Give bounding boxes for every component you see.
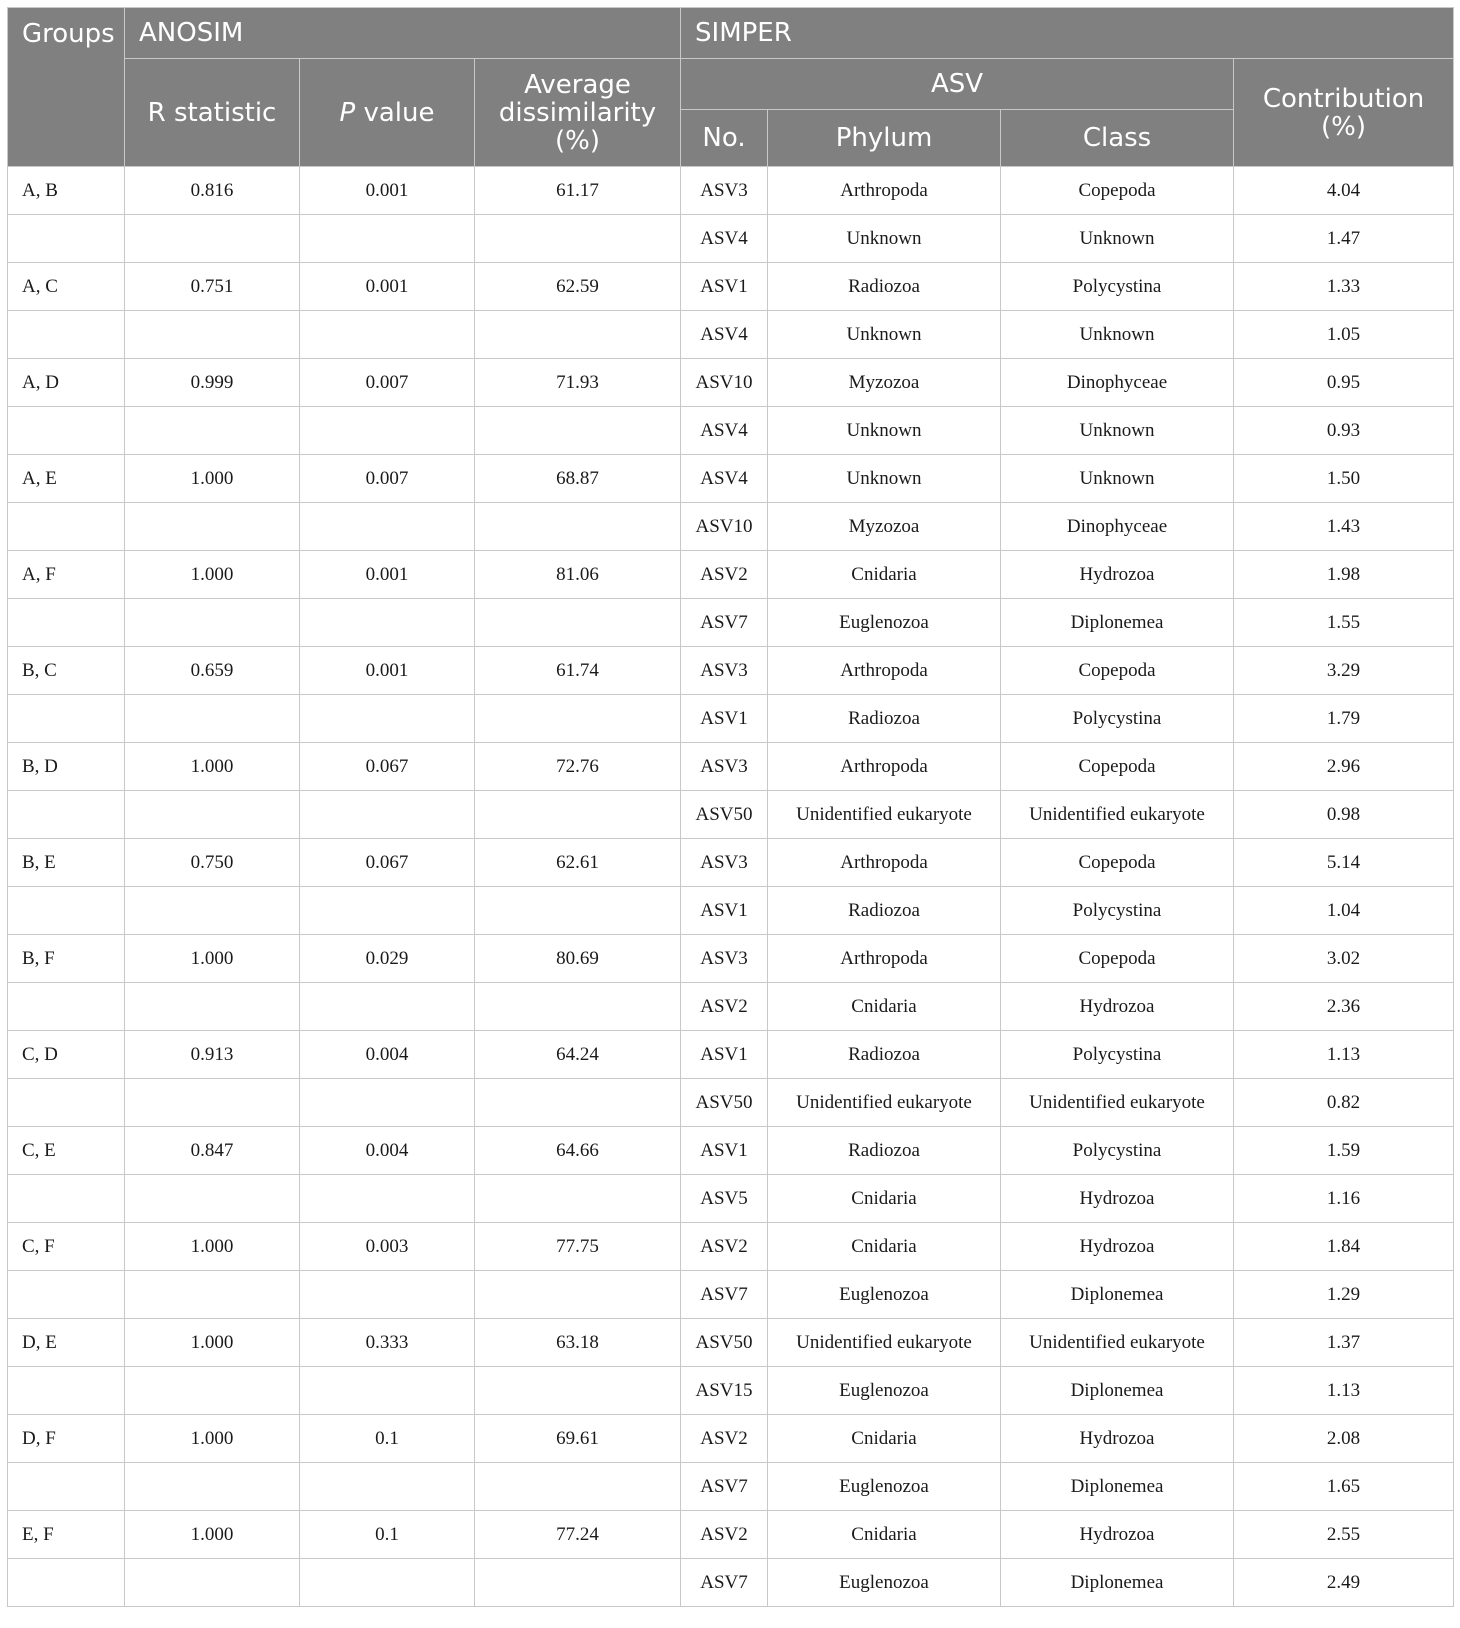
cell-class: Copepoda	[1001, 935, 1234, 983]
header-anosim: ANOSIM	[125, 8, 681, 59]
cell-p-value: 0.1	[300, 1415, 475, 1463]
cell-phylum: Euglenozoa	[768, 1367, 1001, 1415]
cell-average-dissimilarity	[475, 791, 681, 839]
cell-contribution: 1.29	[1234, 1271, 1454, 1319]
cell-class: Polycystina	[1001, 887, 1234, 935]
cell-class: Diplonemea	[1001, 1559, 1234, 1607]
cell-r-statistic	[125, 1175, 300, 1223]
cell-average-dissimilarity: 71.93	[475, 359, 681, 407]
cell-contribution: 1.55	[1234, 599, 1454, 647]
cell-groups: E, F	[8, 1511, 125, 1559]
cell-p-value	[300, 791, 475, 839]
cell-class: Hydrozoa	[1001, 1175, 1234, 1223]
cell-class: Dinophyceae	[1001, 359, 1234, 407]
cell-r-statistic: 1.000	[125, 935, 300, 983]
cell-p-value: 0.1	[300, 1511, 475, 1559]
cell-contribution: 0.95	[1234, 359, 1454, 407]
table-row	[8, 455, 1454, 503]
cell-average-dissimilarity	[475, 311, 681, 359]
cell-phylum: Cnidaria	[768, 551, 1001, 599]
cell-average-dissimilarity: 61.74	[475, 647, 681, 695]
cell-contribution: 3.02	[1234, 935, 1454, 983]
cell-asv-no: ASV2	[681, 1511, 768, 1559]
cell-phylum: Euglenozoa	[768, 599, 1001, 647]
cell-p-value: 0.001	[300, 551, 475, 599]
cell-groups	[8, 1079, 125, 1127]
header-p-value-rest: value	[355, 97, 435, 128]
cell-average-dissimilarity	[475, 1367, 681, 1415]
cell-class: Unknown	[1001, 455, 1234, 503]
cell-r-statistic	[125, 887, 300, 935]
cell-asv-no: ASV10	[681, 359, 768, 407]
cell-class: Hydrozoa	[1001, 551, 1234, 599]
cell-average-dissimilarity	[475, 407, 681, 455]
header-simper: SIMPER	[681, 8, 1454, 59]
cell-contribution: 2.55	[1234, 1511, 1454, 1559]
cell-average-dissimilarity: 64.24	[475, 1031, 681, 1079]
cell-groups: A, B	[8, 167, 125, 215]
cell-class: Hydrozoa	[1001, 1511, 1234, 1559]
cell-class: Diplonemea	[1001, 1463, 1234, 1511]
cell-average-dissimilarity: 64.66	[475, 1127, 681, 1175]
header-avg-line1: Average	[524, 69, 631, 100]
cell-contribution: 0.98	[1234, 791, 1454, 839]
cell-contribution: 1.84	[1234, 1223, 1454, 1271]
cell-asv-no: ASV5	[681, 1175, 768, 1223]
cell-groups: D, E	[8, 1319, 125, 1367]
cell-asv-no: ASV1	[681, 1127, 768, 1175]
cell-asv-no: ASV50	[681, 1079, 768, 1127]
cell-phylum: Cnidaria	[768, 983, 1001, 1031]
cell-average-dissimilarity	[475, 887, 681, 935]
table-row	[8, 599, 1454, 647]
cell-asv-no: ASV4	[681, 311, 768, 359]
cell-r-statistic: 1.000	[125, 1319, 300, 1367]
table-row	[8, 1079, 1454, 1127]
cell-class: Diplonemea	[1001, 599, 1234, 647]
cell-groups	[8, 1175, 125, 1223]
cell-groups	[8, 407, 125, 455]
cell-average-dissimilarity: 80.69	[475, 935, 681, 983]
cell-groups: A, D	[8, 359, 125, 407]
cell-r-statistic: 0.816	[125, 167, 300, 215]
cell-average-dissimilarity: 62.59	[475, 263, 681, 311]
cell-contribution: 2.96	[1234, 743, 1454, 791]
cell-phylum: Cnidaria	[768, 1223, 1001, 1271]
cell-average-dissimilarity	[475, 503, 681, 551]
cell-phylum: Unidentified eukaryote	[768, 791, 1001, 839]
cell-average-dissimilarity: 77.24	[475, 1511, 681, 1559]
cell-class: Polycystina	[1001, 263, 1234, 311]
cell-class: Unknown	[1001, 311, 1234, 359]
cell-class: Hydrozoa	[1001, 1223, 1234, 1271]
table-row	[8, 887, 1454, 935]
cell-asv-no: ASV1	[681, 1031, 768, 1079]
cell-groups	[8, 1271, 125, 1319]
cell-p-value	[300, 407, 475, 455]
table-row	[8, 263, 1454, 311]
cell-groups	[8, 1367, 125, 1415]
table-body	[8, 167, 1454, 1607]
table-row	[8, 1463, 1454, 1511]
header-asv: ASV	[681, 59, 1234, 110]
cell-phylum: Radiozoa	[768, 887, 1001, 935]
cell-asv-no: ASV4	[681, 215, 768, 263]
table-row	[8, 503, 1454, 551]
cell-groups: B, D	[8, 743, 125, 791]
cell-r-statistic	[125, 1367, 300, 1415]
cell-contribution: 1.50	[1234, 455, 1454, 503]
cell-p-value	[300, 1079, 475, 1127]
cell-asv-no: ASV2	[681, 1415, 768, 1463]
cell-phylum: Arthropoda	[768, 935, 1001, 983]
cell-asv-no: ASV1	[681, 887, 768, 935]
cell-average-dissimilarity	[475, 695, 681, 743]
cell-class: Polycystina	[1001, 1031, 1234, 1079]
cell-phylum: Euglenozoa	[768, 1559, 1001, 1607]
header-contribution-line2: (%)	[1321, 111, 1367, 142]
cell-r-statistic: 1.000	[125, 743, 300, 791]
cell-groups	[8, 695, 125, 743]
cell-groups	[8, 599, 125, 647]
cell-average-dissimilarity: 77.75	[475, 1223, 681, 1271]
cell-asv-no: ASV7	[681, 1463, 768, 1511]
table-row	[8, 215, 1454, 263]
cell-r-statistic	[125, 983, 300, 1031]
cell-contribution: 1.43	[1234, 503, 1454, 551]
cell-asv-no: ASV2	[681, 983, 768, 1031]
cell-asv-no: ASV3	[681, 167, 768, 215]
table-row	[8, 1367, 1454, 1415]
cell-r-statistic: 1.000	[125, 1511, 300, 1559]
header-average-dissimilarity	[475, 59, 681, 167]
cell-groups	[8, 1559, 125, 1607]
cell-contribution: 1.16	[1234, 1175, 1454, 1223]
cell-contribution: 1.65	[1234, 1463, 1454, 1511]
cell-phylum: Radiozoa	[768, 1127, 1001, 1175]
cell-asv-no: ASV3	[681, 935, 768, 983]
cell-r-statistic	[125, 695, 300, 743]
cell-class: Unidentified eukaryote	[1001, 791, 1234, 839]
cell-contribution: 1.04	[1234, 887, 1454, 935]
header-groups: Groups	[8, 8, 125, 167]
cell-phylum: Arthropoda	[768, 743, 1001, 791]
table-row	[8, 1271, 1454, 1319]
cell-contribution: 1.13	[1234, 1367, 1454, 1415]
cell-asv-no: ASV1	[681, 263, 768, 311]
cell-asv-no: ASV2	[681, 551, 768, 599]
cell-average-dissimilarity: 69.61	[475, 1415, 681, 1463]
cell-groups	[8, 215, 125, 263]
cell-p-value	[300, 695, 475, 743]
table-row	[8, 935, 1454, 983]
header-avg-line3: (%)	[555, 125, 600, 156]
cell-contribution: 0.82	[1234, 1079, 1454, 1127]
cell-phylum: Radiozoa	[768, 695, 1001, 743]
header-contribution-line1: Contribution	[1262, 83, 1425, 114]
cell-p-value	[300, 311, 475, 359]
cell-p-value	[300, 1271, 475, 1319]
cell-groups	[8, 983, 125, 1031]
table-row	[8, 695, 1454, 743]
cell-p-value	[300, 1175, 475, 1223]
cell-p-value: 0.067	[300, 839, 475, 887]
header-phylum: Phylum	[768, 110, 1001, 167]
table-row	[8, 1127, 1454, 1175]
cell-r-statistic: 1.000	[125, 1223, 300, 1271]
cell-p-value	[300, 983, 475, 1031]
cell-p-value: 0.001	[300, 263, 475, 311]
cell-groups: B, F	[8, 935, 125, 983]
cell-p-value: 0.001	[300, 647, 475, 695]
table-row	[8, 743, 1454, 791]
cell-contribution: 2.49	[1234, 1559, 1454, 1607]
cell-contribution: 1.37	[1234, 1319, 1454, 1367]
cell-asv-no: ASV3	[681, 743, 768, 791]
cell-r-statistic	[125, 1559, 300, 1607]
cell-r-statistic: 0.847	[125, 1127, 300, 1175]
cell-p-value: 0.001	[300, 167, 475, 215]
cell-class: Dinophyceae	[1001, 503, 1234, 551]
cell-groups	[8, 1463, 125, 1511]
cell-class: Diplonemea	[1001, 1367, 1234, 1415]
cell-contribution: 1.79	[1234, 695, 1454, 743]
cell-contribution: 1.05	[1234, 311, 1454, 359]
cell-p-value: 0.003	[300, 1223, 475, 1271]
table-row	[8, 1415, 1454, 1463]
cell-phylum: Radiozoa	[768, 1031, 1001, 1079]
cell-groups: B, C	[8, 647, 125, 695]
cell-groups: C, E	[8, 1127, 125, 1175]
cell-p-value: 0.333	[300, 1319, 475, 1367]
cell-contribution: 5.14	[1234, 839, 1454, 887]
table-row	[8, 1175, 1454, 1223]
table-row	[8, 983, 1454, 1031]
table-row	[8, 1511, 1454, 1559]
cell-asv-no: ASV7	[681, 1271, 768, 1319]
cell-r-statistic	[125, 311, 300, 359]
cell-r-statistic: 0.913	[125, 1031, 300, 1079]
cell-asv-no: ASV3	[681, 839, 768, 887]
cell-p-value	[300, 1367, 475, 1415]
cell-contribution: 0.93	[1234, 407, 1454, 455]
table-row	[8, 1559, 1454, 1607]
cell-average-dissimilarity	[475, 1559, 681, 1607]
cell-phylum: Unidentified eukaryote	[768, 1079, 1001, 1127]
cell-average-dissimilarity: 68.87	[475, 455, 681, 503]
cell-groups: D, F	[8, 1415, 125, 1463]
table-row	[8, 551, 1454, 599]
cell-groups	[8, 311, 125, 359]
table-row	[8, 1319, 1454, 1367]
cell-groups	[8, 503, 125, 551]
cell-r-statistic	[125, 503, 300, 551]
cell-asv-no: ASV4	[681, 455, 768, 503]
header-avg-line2: dissimilarity	[498, 97, 657, 128]
cell-average-dissimilarity	[475, 1079, 681, 1127]
cell-p-value: 0.004	[300, 1031, 475, 1079]
cell-contribution: 4.04	[1234, 167, 1454, 215]
cell-groups: B, E	[8, 839, 125, 887]
table-row	[8, 407, 1454, 455]
cell-class: Unidentified eukaryote	[1001, 1079, 1234, 1127]
cell-average-dissimilarity: 62.61	[475, 839, 681, 887]
cell-r-statistic: 0.659	[125, 647, 300, 695]
cell-class: Hydrozoa	[1001, 1415, 1234, 1463]
anosim-simper-table	[7, 7, 1454, 1607]
cell-class: Unknown	[1001, 407, 1234, 455]
cell-class: Unknown	[1001, 215, 1234, 263]
cell-asv-no: ASV2	[681, 1223, 768, 1271]
cell-p-value: 0.067	[300, 743, 475, 791]
cell-r-statistic	[125, 599, 300, 647]
cell-r-statistic	[125, 1079, 300, 1127]
cell-r-statistic	[125, 215, 300, 263]
cell-p-value	[300, 887, 475, 935]
cell-asv-no: ASV10	[681, 503, 768, 551]
cell-average-dissimilarity: 61.17	[475, 167, 681, 215]
cell-class: Copepoda	[1001, 647, 1234, 695]
table-row	[8, 1223, 1454, 1271]
cell-class: Copepoda	[1001, 167, 1234, 215]
cell-p-value	[300, 1463, 475, 1511]
table-row	[8, 1031, 1454, 1079]
cell-groups	[8, 791, 125, 839]
cell-asv-no: ASV7	[681, 1559, 768, 1607]
cell-contribution: 1.59	[1234, 1127, 1454, 1175]
cell-phylum: Euglenozoa	[768, 1463, 1001, 1511]
cell-phylum: Cnidaria	[768, 1511, 1001, 1559]
cell-class: Polycystina	[1001, 695, 1234, 743]
cell-r-statistic: 0.750	[125, 839, 300, 887]
header-class: Class	[1001, 110, 1234, 167]
cell-contribution: 2.36	[1234, 983, 1454, 1031]
cell-r-statistic	[125, 407, 300, 455]
cell-phylum: Unknown	[768, 407, 1001, 455]
cell-p-value	[300, 1559, 475, 1607]
cell-average-dissimilarity	[475, 1175, 681, 1223]
cell-class: Diplonemea	[1001, 1271, 1234, 1319]
cell-class: Hydrozoa	[1001, 983, 1234, 1031]
cell-phylum: Unknown	[768, 455, 1001, 503]
table-row	[8, 311, 1454, 359]
cell-average-dissimilarity	[475, 1463, 681, 1511]
cell-phylum: Cnidaria	[768, 1415, 1001, 1463]
cell-r-statistic: 0.751	[125, 263, 300, 311]
table-row	[8, 839, 1454, 887]
cell-class: Copepoda	[1001, 743, 1234, 791]
cell-asv-no: ASV50	[681, 1319, 768, 1367]
cell-r-statistic: 1.000	[125, 1415, 300, 1463]
cell-asv-no: ASV4	[681, 407, 768, 455]
cell-groups	[8, 887, 125, 935]
cell-p-value: 0.004	[300, 1127, 475, 1175]
cell-groups: C, F	[8, 1223, 125, 1271]
header-no: No.	[681, 110, 768, 167]
cell-groups: A, F	[8, 551, 125, 599]
cell-class: Unidentified eukaryote	[1001, 1319, 1234, 1367]
cell-r-statistic: 1.000	[125, 455, 300, 503]
results-table-container	[7, 7, 1453, 1607]
cell-contribution: 1.13	[1234, 1031, 1454, 1079]
cell-average-dissimilarity: 81.06	[475, 551, 681, 599]
header-contribution	[1234, 59, 1454, 167]
cell-contribution: 1.47	[1234, 215, 1454, 263]
cell-phylum: Unknown	[768, 215, 1001, 263]
cell-r-statistic: 1.000	[125, 551, 300, 599]
table-row	[8, 647, 1454, 695]
cell-phylum: Euglenozoa	[768, 1271, 1001, 1319]
cell-r-statistic	[125, 791, 300, 839]
cell-r-statistic: 0.999	[125, 359, 300, 407]
cell-contribution: 3.29	[1234, 647, 1454, 695]
cell-average-dissimilarity	[475, 1271, 681, 1319]
cell-groups: A, C	[8, 263, 125, 311]
cell-phylum: Arthropoda	[768, 167, 1001, 215]
cell-p-value: 0.007	[300, 359, 475, 407]
cell-class: Copepoda	[1001, 839, 1234, 887]
cell-average-dissimilarity: 72.76	[475, 743, 681, 791]
cell-class: Polycystina	[1001, 1127, 1234, 1175]
cell-p-value: 0.029	[300, 935, 475, 983]
cell-phylum: Cnidaria	[768, 1175, 1001, 1223]
cell-r-statistic	[125, 1271, 300, 1319]
cell-average-dissimilarity	[475, 599, 681, 647]
cell-phylum: Myzozoa	[768, 503, 1001, 551]
cell-average-dissimilarity	[475, 983, 681, 1031]
cell-p-value	[300, 215, 475, 263]
table-row	[8, 167, 1454, 215]
cell-asv-no: ASV7	[681, 599, 768, 647]
cell-asv-no: ASV15	[681, 1367, 768, 1415]
cell-groups: C, D	[8, 1031, 125, 1079]
table-header	[8, 8, 1454, 167]
header-r-statistic: R statistic	[125, 59, 300, 167]
cell-phylum: Myzozoa	[768, 359, 1001, 407]
cell-phylum: Arthropoda	[768, 839, 1001, 887]
cell-phylum: Arthropoda	[768, 647, 1001, 695]
cell-phylum: Unidentified eukaryote	[768, 1319, 1001, 1367]
cell-groups: A, E	[8, 455, 125, 503]
cell-average-dissimilarity	[475, 215, 681, 263]
cell-p-value	[300, 599, 475, 647]
cell-asv-no: ASV1	[681, 695, 768, 743]
cell-r-statistic	[125, 1463, 300, 1511]
cell-p-value: 0.007	[300, 455, 475, 503]
cell-contribution: 1.33	[1234, 263, 1454, 311]
header-p-value-italic: P	[339, 97, 356, 128]
cell-phylum: Unknown	[768, 311, 1001, 359]
header-p-value	[300, 59, 475, 167]
cell-asv-no: ASV3	[681, 647, 768, 695]
cell-asv-no: ASV50	[681, 791, 768, 839]
table-row	[8, 359, 1454, 407]
cell-phylum: Radiozoa	[768, 263, 1001, 311]
cell-p-value	[300, 503, 475, 551]
cell-contribution: 1.98	[1234, 551, 1454, 599]
table-row	[8, 791, 1454, 839]
cell-contribution: 2.08	[1234, 1415, 1454, 1463]
cell-average-dissimilarity: 63.18	[475, 1319, 681, 1367]
